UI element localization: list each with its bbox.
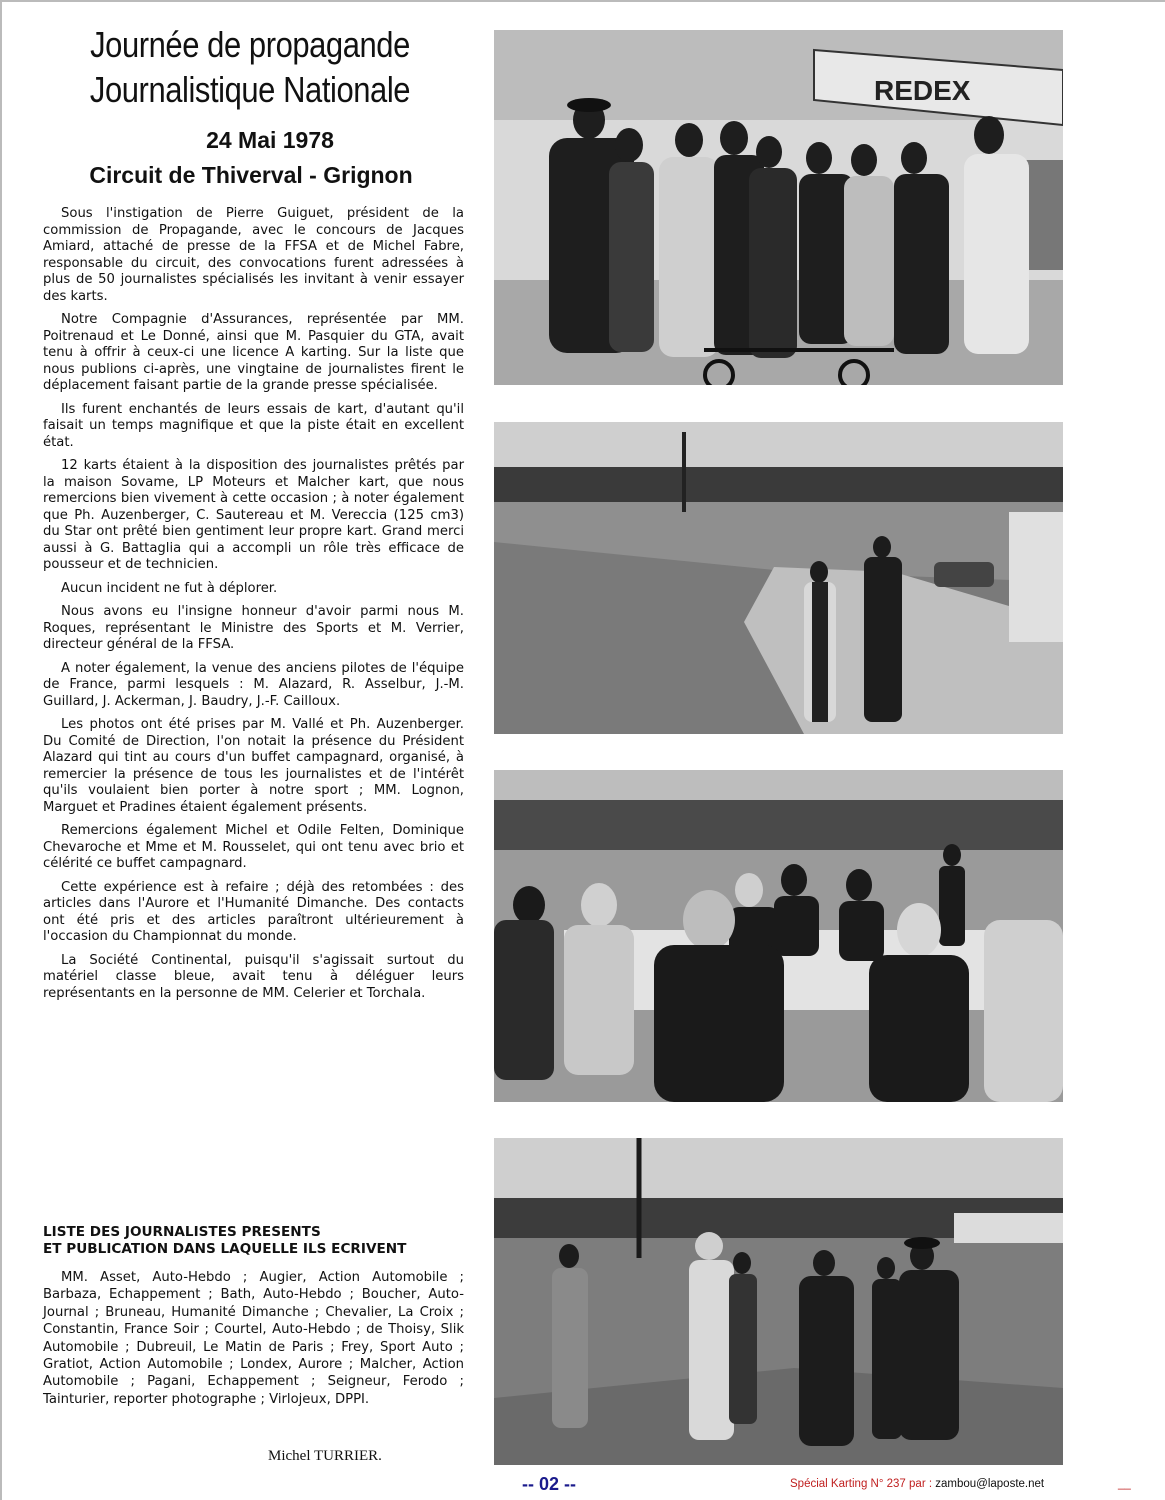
journalist-list: MM. Asset, Auto-Hebdo ; Augier, Action Automobile ; Barbaza, Echappement ; Bath, Auto-Hebdo ; Boucher, Auto-Journal ; Bruneau, Humanité Dimanche ; Chevalier, La Croix ; Constantin, France Soir ; Courtel, Auto-Hebdo ; de Thoisy, Slik Automobile ; Dubreuil, Le Matin de Paris ; Frey, Sport Auto ; Gratiot, Action Automobile ; Londex, Aurore ; Malcher, Action Automobile ; Pagani, Echappement ; Seigneur, Ferodo ; Tainturier, reporter photographe ; Virlojeux, DPPI. [43, 1270, 464, 1407]
photo-group-journalists [494, 30, 1063, 385]
photo-two-men-path [494, 422, 1063, 734]
list-heading-line-2: ET PUBLICATION DANS LAQUELLE ILS ECRIVENT [43, 1240, 407, 1257]
photo-group-grass [494, 1138, 1063, 1465]
paragraph: Remercions également Michel et Odile Felten, Dominique Chevaroche et Mme et M. Rousselet, qui ont tenu avec brio et célérité ce buffet campagnard. [43, 823, 464, 871]
list-heading-line-1: LISTE DES JOURNALISTES PRESENTS [43, 1224, 321, 1240]
title-line-2: Journalistique Nationale [89, 69, 411, 110]
paragraph: A noter également, la venue des anciens pilotes de l'équipe de France, parmi lesquels : M. Alazard, R. Asselbur, J.-M. Guillard, J. Ackerman, J. Baudry, J.-F. Cailloux. [43, 660, 464, 709]
journalist-list-heading [43, 1224, 473, 1257]
paragraph: Cette expérience est à refaire ; déjà des retombées : des articles dans l'Aurore et l'Humanité Dimanche. Des contacts ont été pris et des articles paraîtront ultérieurement à l'occasion du Championnat du monde. [43, 879, 464, 944]
footer-credit [790, 1478, 1120, 1490]
page-number: -- 02 -- [522, 1474, 576, 1494]
page-border [0, 0, 2, 1500]
paragraph: Nous avons eu l'insigne honneur d'avoir parmi nous M. Roques, représentant le Ministre des Sports et M. Verrier, directeur général de la FFSA. [43, 604, 464, 652]
event-date: 24 Mai 1978 [206, 127, 334, 153]
author-signature: Michel TURRIER. [268, 1448, 382, 1464]
article-title [69, 22, 430, 112]
sign-text: REDEX [874, 75, 971, 106]
paragraph: Les photos ont été prises par M. Vallé et Ph. Auzenberger. Du Comité de Direction, l'on notait la présence du Président Alazard qui tint au cours d'un buffet campagnard, organisé, à remercier la présence de tous les journalistes et de l'intérêt qu'ils voulaient bien porter à notre sport ; MM. Lognon, Marguet et Pradines étaient également présents. [43, 717, 464, 815]
photo-buffet-table [494, 770, 1063, 1102]
paragraph: Aucun incident ne fut à déplorer. [61, 580, 278, 596]
event-location: Circuit de Thiverval - Grignon [89, 162, 413, 188]
paragraph: Sous l'instigation de Pierre Guiguet, président de la commission de Propagande, avec le concours de Jacques Amiard, attaché de presse de la FFSA et de Michel Fabre, responsable du circuit, des convocations furent adressées à plus de 50 journalistes spécialisés les invitant à venir essayer des karts. [43, 206, 464, 304]
credit-text: Spécial Karting N° 237 par : [790, 1478, 933, 1490]
page-border [0, 0, 1165, 2]
title-line-1: Journée de propagande [90, 24, 410, 65]
email-link[interactable]: zambou@laposte.net [935, 1478, 1045, 1490]
article-body [43, 206, 464, 1009]
paragraph: La Société Continental, puisqu'il s'agissait surtout du matériel classe bleue, avait tenu à déléguer leurs représentants en la personne de MM. Celerier et Torchala. [43, 952, 464, 1001]
paragraph: 12 karts étaient à la disposition des journalistes prêtés par la maison Sovame, LP Moteurs et Malcher kart, que nous remercions bien vivement à cette occasion ; à noter également que Ph. Auzenberger, C. Sautereau et M. Vereccia (125 cm3) du Star ont prêté bien gentiment leur propre kart. Grand merci aussi à G. Battaglia qui a accompli un rôle très efficace de pousseur et de technicien. [43, 458, 464, 572]
footer-tail: __ [1118, 1478, 1131, 1490]
paragraph: Notre Compagnie d'Assurances, représentée par MM. Poitrenaud et Le Donné, ainsi que M. Pasquier du GTA, avait tenu à offrir à ceux-ci une licence A karting. Sur la liste que nous publions ci-après, une vingtaine de journalistes firent le déplacement faisant partie de la grande presse spécialisée. [43, 312, 464, 393]
paragraph: Ils furent enchantés de leurs essais de kart, d'autant qu'il faisait un temps magnifique et que la piste était en excellent état. [43, 401, 464, 450]
